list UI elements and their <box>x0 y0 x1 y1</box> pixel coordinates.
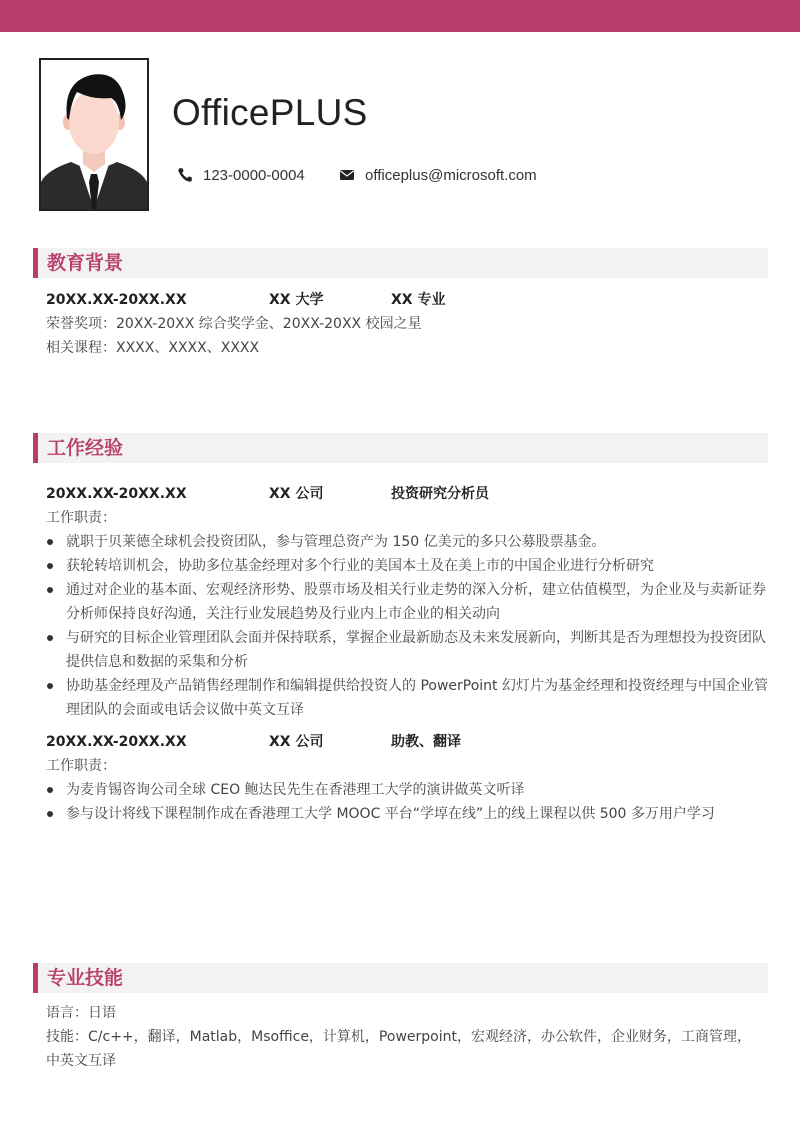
job-bullet <box>46 674 768 722</box>
email-contact <box>339 164 537 186</box>
section-accent <box>33 248 38 278</box>
job-duty-label: 工作职责： <box>46 758 116 774</box>
job-bullet <box>46 530 768 554</box>
bullet-text: 获轮转培训机会，协助多位基金经理对多个行业的美国本土及在美上市的中国企业进行分析研究 <box>66 558 654 574</box>
job-bullet <box>46 778 768 802</box>
job-period: 20XX.XX-20XX.XX <box>46 486 187 502</box>
candidate-name: OfficePLUS <box>172 92 368 133</box>
profile-photo <box>39 58 149 211</box>
job-bullet <box>46 554 768 578</box>
experience-section-header <box>33 433 768 463</box>
phone-icon <box>177 167 193 183</box>
skills-title: 专业技能 <box>47 967 124 989</box>
top-accent-bar <box>0 0 800 32</box>
education-school: XX 大学 <box>269 292 324 308</box>
job-bullet <box>46 802 768 826</box>
bullet-dot <box>47 539 53 545</box>
bullet-text: 参与设计将线下课程制作成在香港理工大学 MOOC 平台“学埻在线”上的线上课程以供 500 多万用户学习 <box>66 806 715 822</box>
job-period: 20XX.XX-20XX.XX <box>46 734 187 750</box>
job-role: 投资研究分析员 <box>391 486 489 502</box>
skills-list: 技能：C/c++，翻译，Matlab，Msoffice，计算机，Powerpoint，宏观经济，办公软件，企业财务，工商管理，中英文互译 <box>46 1029 751 1069</box>
job-role: 助教、翻译 <box>391 734 461 750</box>
education-title: 教育背景 <box>47 252 124 274</box>
section-accent <box>33 963 38 993</box>
education-honors: 荣誉奖项：20XX-20XX 综合奖学金、20XX-20XX 校园之星 <box>46 316 422 332</box>
job-company: XX 公司 <box>269 734 324 750</box>
job-company: XX 公司 <box>269 486 324 502</box>
skills-language: 语言：日语 <box>46 1005 116 1021</box>
bullet-text: 就职于贝莱德全球机会投资团队，参与管理总资产为 150 亿美元的多只公募股票基金。 <box>66 534 606 550</box>
bullet-dot <box>47 787 53 793</box>
bullet-text: 协助基金经理及产品销售经理制作和编辑提供给投资人的 PowerPoint 幻灯片为基金经理和投资经理与中国企业管理团队的会面或电话会议做中英文互译 <box>66 678 768 718</box>
job-duty-label: 工作职责： <box>46 510 116 526</box>
bullet-dot <box>47 587 53 593</box>
skills-section-header <box>33 963 768 993</box>
section-accent <box>33 433 38 463</box>
phone-contact <box>177 164 305 186</box>
education-major: XX 专业 <box>391 292 446 308</box>
bullet-dot <box>47 563 53 569</box>
education-period: 20XX.XX-20XX.XX <box>46 292 187 308</box>
job-bullet <box>46 626 768 674</box>
bullet-text: 为麦肯锡咨询公司全球 CEO 鲍达民先生在香港理工大学的演讲做英文听译 <box>66 782 525 798</box>
bullet-dot <box>47 811 53 817</box>
bullet-dot <box>47 635 53 641</box>
phone-number: 123-0000-0004 <box>203 166 305 184</box>
bullet-dot <box>47 683 53 689</box>
job-bullet <box>46 578 768 626</box>
experience-title: 工作经验 <box>47 437 124 459</box>
education-section-header <box>33 248 768 278</box>
education-courses: 相关课程：XXXX、XXXX、XXXX <box>46 340 260 356</box>
bullet-text: 通过对企业的基本面、宏观经济形势、股票市场及相关行业走势的深入分析，建立估值模型，为企业及与卖新证券分析师保持良好沟通，关注行业发展趋势及行业内上市企业的相关动向 <box>66 582 766 622</box>
email-address: officeplus@microsoft.com <box>365 166 537 184</box>
envelope-icon <box>339 167 355 183</box>
bullet-text: 与研究的目标企业管理团队会面并保持联系，掌握企业最新励态及未来发展新向，判断其是否为理想投为投资团队提供信息和数据的采集和分析 <box>66 630 766 670</box>
